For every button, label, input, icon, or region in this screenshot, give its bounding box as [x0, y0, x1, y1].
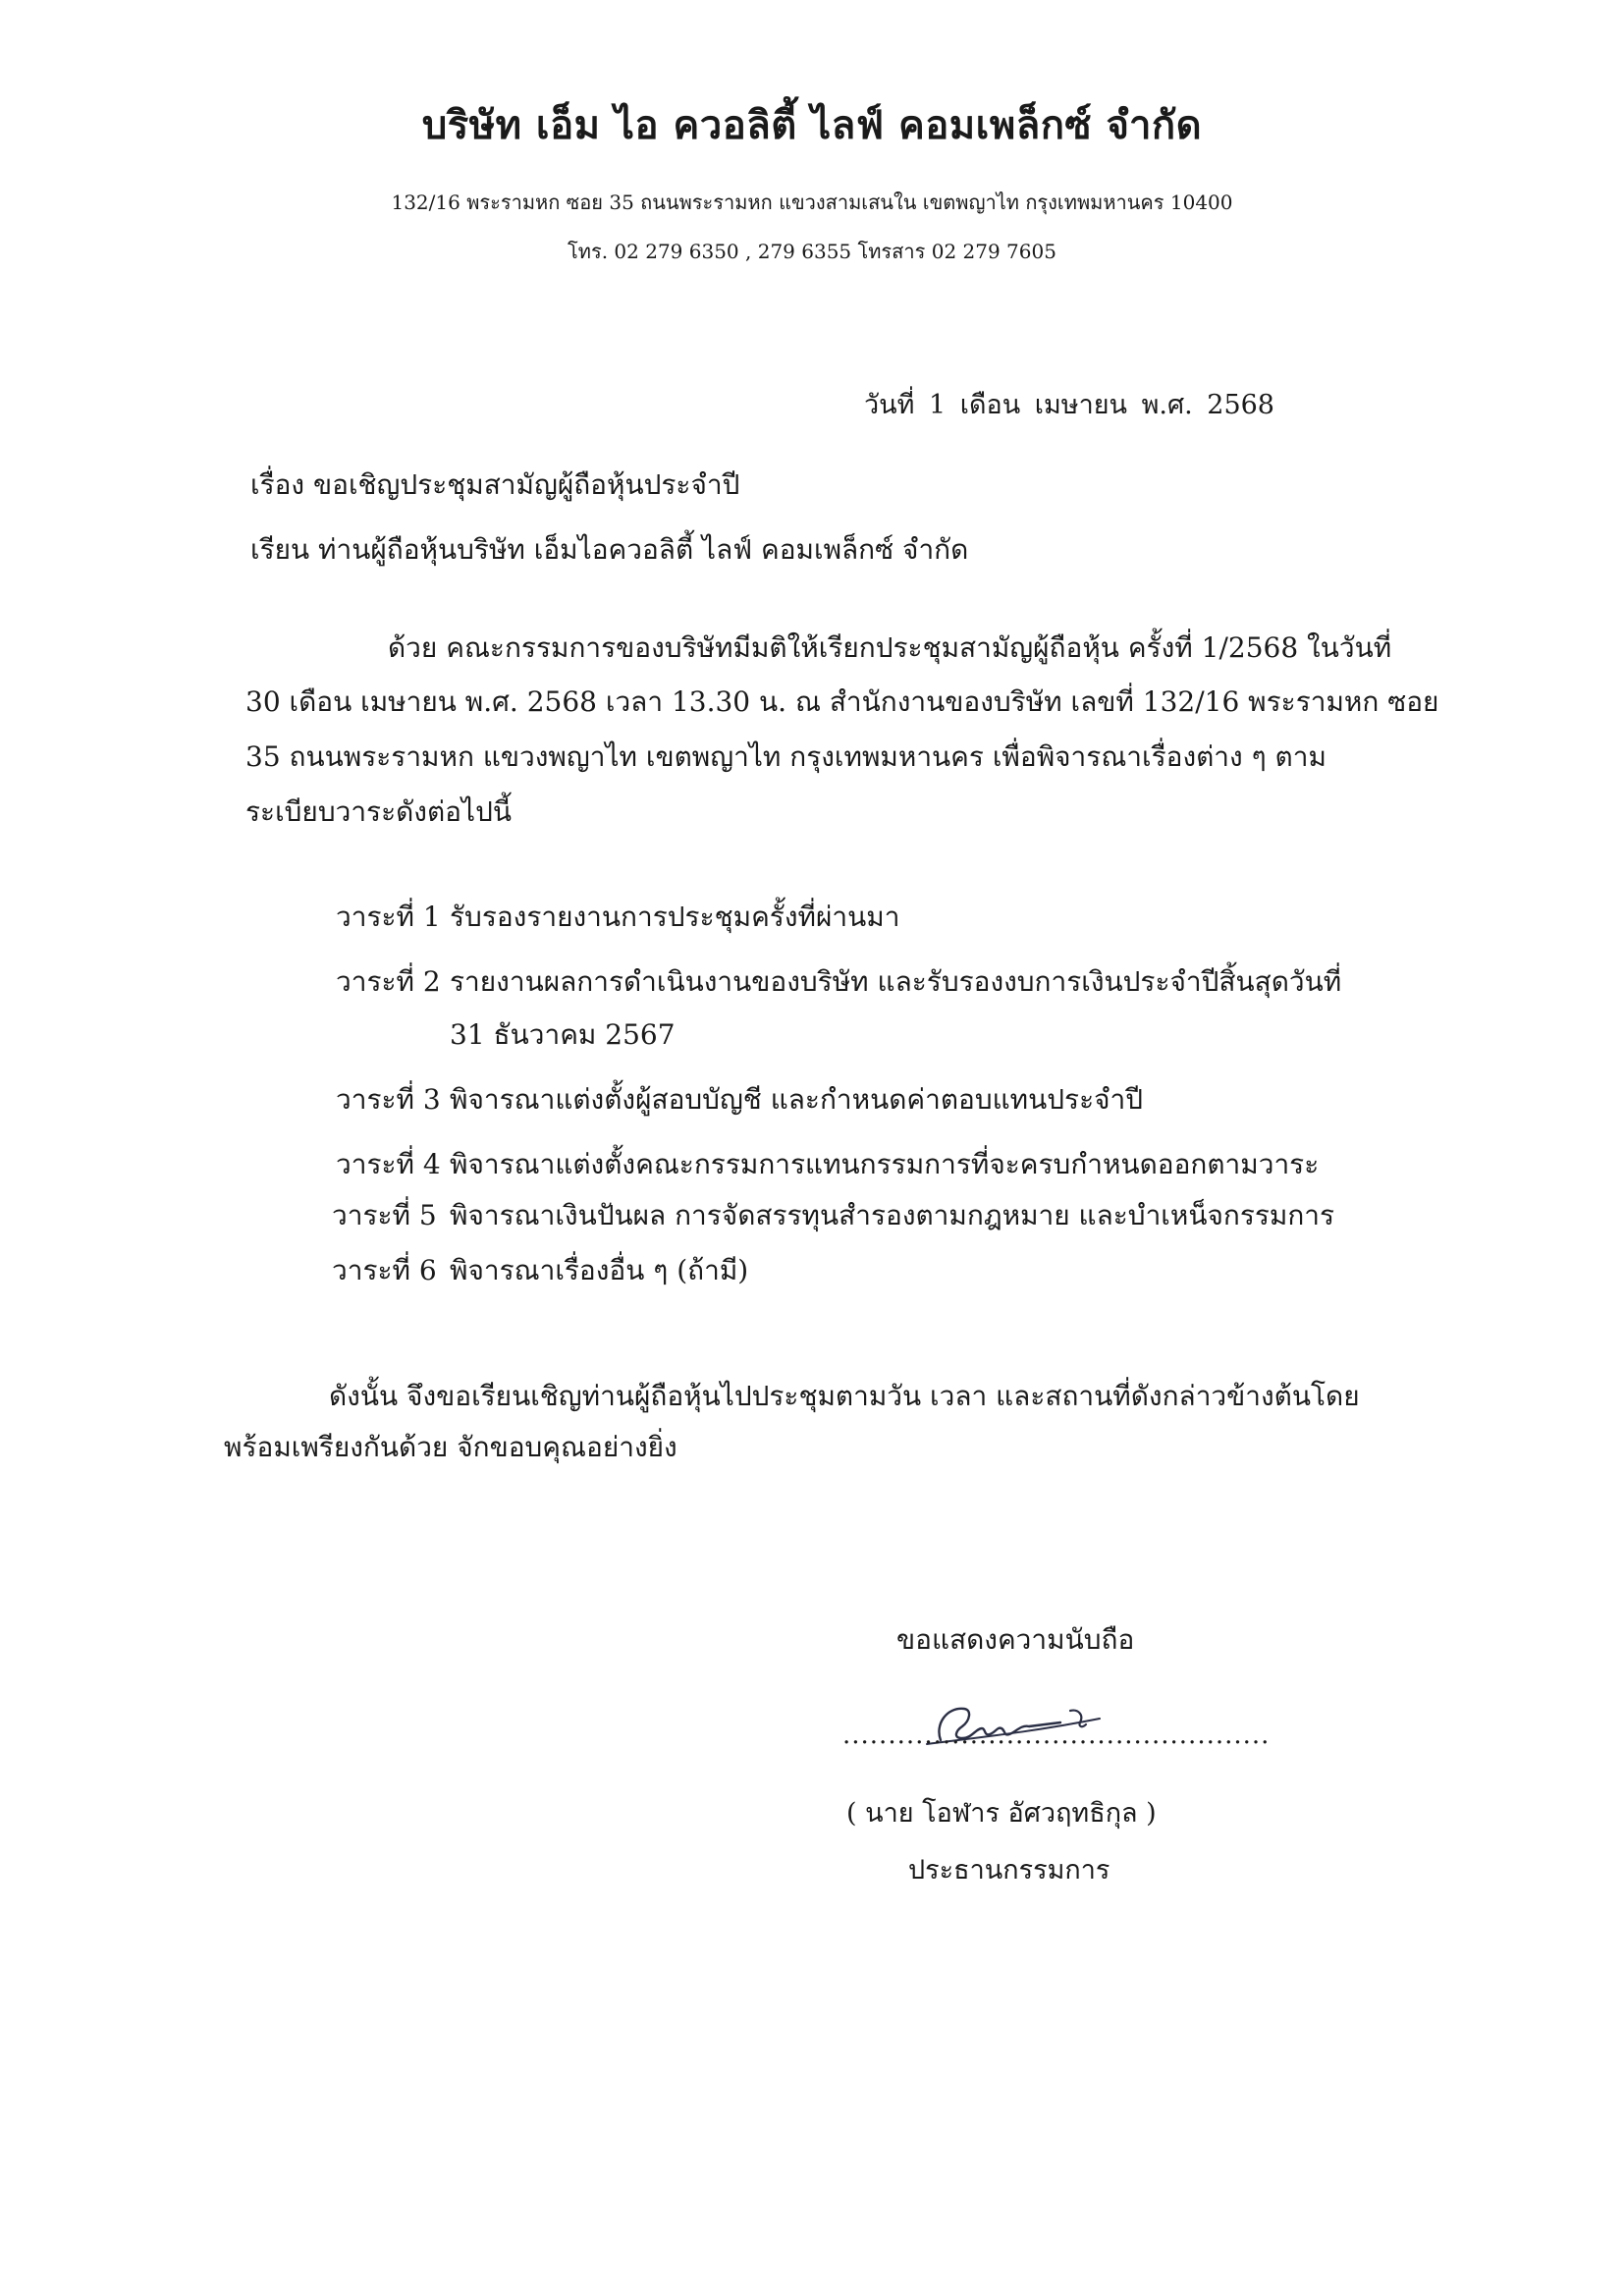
agenda-label: วาระที่ 2	[336, 965, 441, 998]
company-address: 132/16 พระรามหก ซอย 35 ถนนพระรามหก แขวงสามเสนใน เขตพญาไท กรุงเทพมหานคร 10400	[391, 191, 1233, 214]
signer-name: ( นาย โอฬาร อัศวฤทธิกุล )	[846, 1798, 1157, 1829]
agenda-text: พิจารณาแต่งตั้งคณะกรรมการแทนกรรมการที่จะครบกำหนดออกตามวาระ	[450, 1148, 1320, 1180]
company-name: บริษัท เอ็ม ไอ ควอลิตี้ ไลฟ์ คอมเพล็กซ์ จำกัด	[421, 102, 1203, 148]
body-line: 30 เดือน เมษายน พ.ศ. 2568 เวลา 13.30 น. ณ สำนักงานของบริษัท เลขที่ 132/16 พระรามหก ซอย	[245, 685, 1439, 718]
agenda-text: รับรองรายงานการประชุมครั้งที่ผ่านมา	[450, 901, 900, 933]
agenda-label: วาระที่ 5	[332, 1199, 437, 1231]
agenda-text: พิจารณาเงินปันผล การจัดสรรทุนสำรองตามกฎหมาย และบำเหน็จกรรมการ	[450, 1199, 1335, 1231]
agenda-label: วาระที่ 4	[336, 1148, 441, 1180]
closing-line: พร้อมเพรียงกันด้วย จักขอบคุณอย่างยิ่ง	[224, 1431, 677, 1463]
body-line: 35 ถนนพระรามหก แขวงพญาไท เขตพญาไท กรุงเทพมหานคร เพื่อพิจารณาเรื่องต่าง ๆ ตาม	[245, 740, 1326, 773]
agenda-label: วาระที่ 1	[336, 901, 441, 933]
body-line: ระเบียบวาระดังต่อไปนี้	[245, 795, 512, 828]
signature-line: ...............................................	[842, 1721, 1271, 1750]
agenda-label: วาระที่ 3	[336, 1083, 441, 1116]
letter-subject: เรื่อง ขอเชิญประชุมสามัญผู้ถือหุ้นประจำปี	[250, 468, 740, 501]
signer-title: ประธานกรรมการ	[908, 1855, 1110, 1886]
closing-line: ดังนั้น จึงขอเรียนเชิญท่านผู้ถือหุ้นไปประชุมตามวัน เวลา และสถานที่ดังกล่าวข้างต้นโดย	[329, 1380, 1360, 1412]
letter-recipient: เรียน ท่านผู้ถือหุ้นบริษัท เอ็มไอควอลิตี้ ไลฟ์ คอมเพล็กซ์ จำกัด	[250, 533, 969, 566]
agenda-text: รายงานผลการดำเนินงานของบริษัท และรับรองงบการเงินประจำปีสิ้นสุดวันที่	[450, 965, 1342, 998]
agenda-text-continued: 31 ธันวาคม 2567	[450, 1018, 676, 1051]
agenda-text: พิจารณาแต่งตั้งผู้สอบบัญชี และกำหนดค่าตอบแทนประจำปี	[450, 1083, 1144, 1116]
agenda-label: วาระที่ 6	[332, 1254, 437, 1286]
body-line: ด้วย คณะกรรมการของบริษัทมีมติให้เรียกประชุมสามัญผู้ถือหุ้น ครั้งที่ 1/2568 ในวันที่	[388, 631, 1392, 664]
letter-date: วันที่ 1 เดือน เมษายน พ.ศ. 2568	[863, 390, 1274, 420]
agenda-text: พิจารณาเรื่องอื่น ๆ (ถ้ามี)	[450, 1254, 749, 1286]
company-phone: โทร. 02 279 6350 , 279 6355 โทรสาร 02 279 7605	[568, 240, 1056, 263]
regards-text: ขอแสดงความนับถือ	[896, 1623, 1135, 1656]
